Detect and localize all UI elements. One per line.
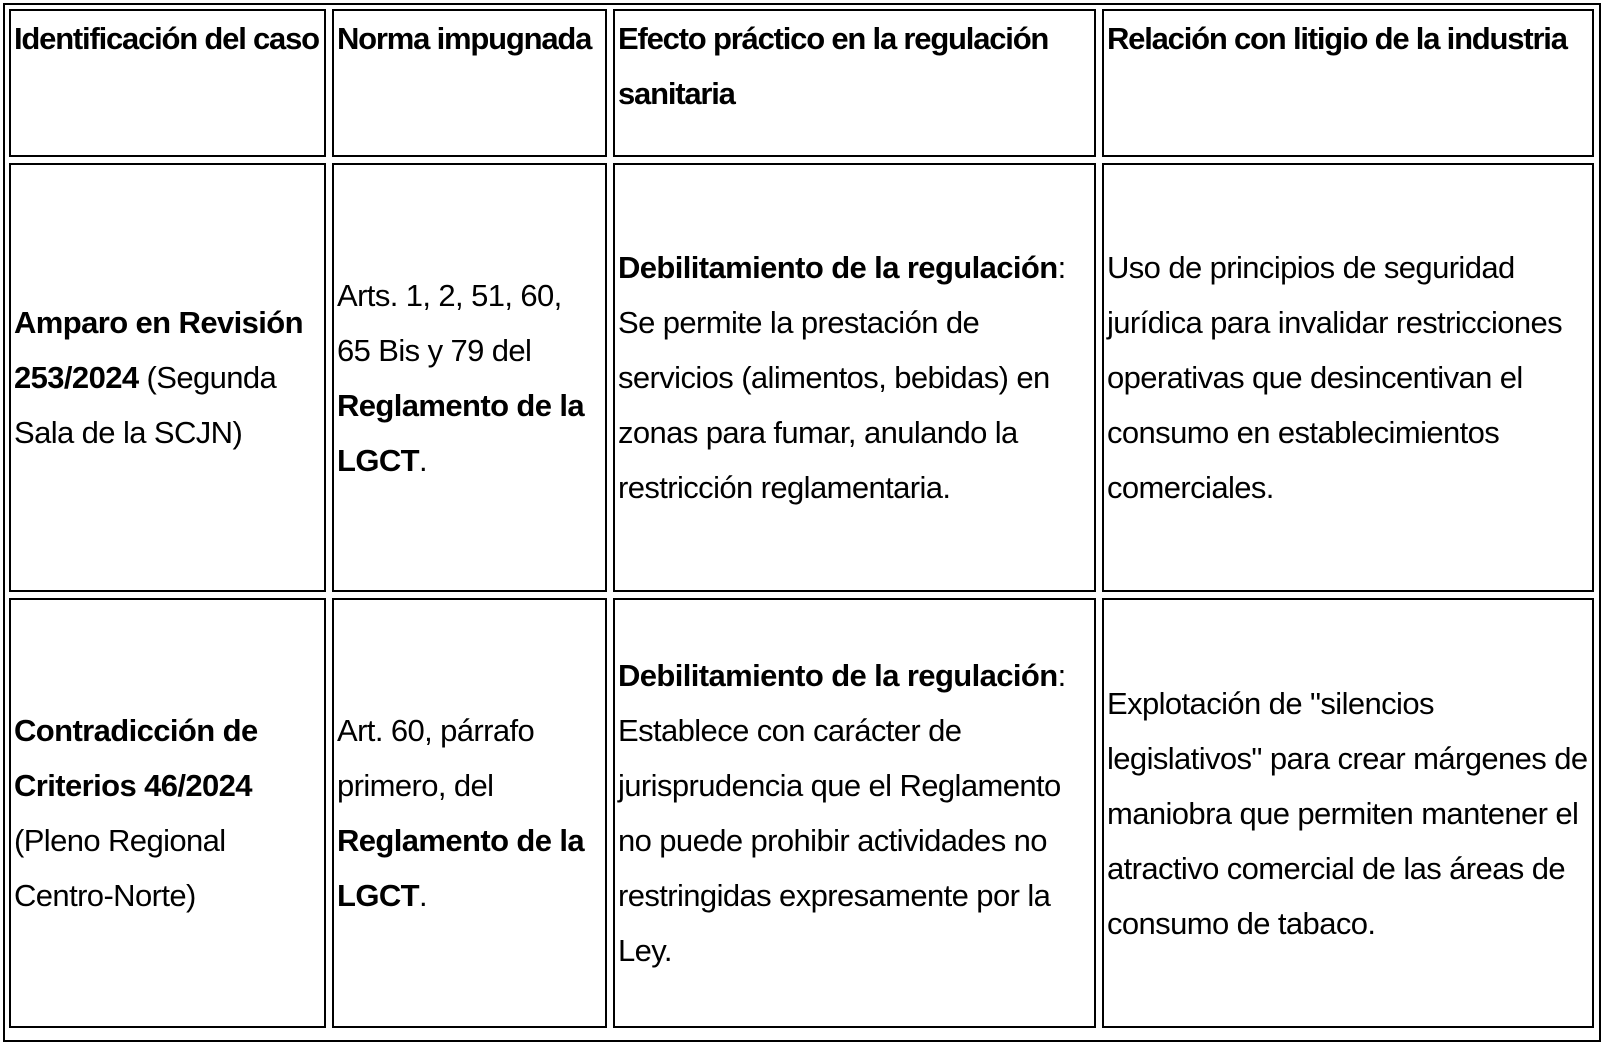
effect-label: Debilitamiento de la regulación: [618, 658, 1058, 693]
case-court: (Segunda Sala de la SCJN): [14, 360, 277, 450]
norm-prefix: Arts. 1, 2, 51, 60, 65 Bis y 79 del: [337, 277, 562, 368]
norm-regulation: Reglamento de la LGCT: [337, 387, 585, 478]
header-industry-litigation-relation: Relación con litigio de la industria: [1102, 9, 1594, 157]
case-title: Contradicción de Criterios 46/2024: [14, 713, 258, 803]
table-header-row: [9, 9, 1594, 157]
header-practical-effect: Efecto práctico en la regulación sanitaria: [613, 9, 1096, 157]
header-case-identification: Identificación del caso: [9, 9, 326, 157]
cell-challenged-norm: [332, 598, 607, 1028]
cell-case-identification: [9, 598, 326, 1028]
cell-industry-relation: Uso de principios de seguridad jurídica para invalidar restricciones operativas que desincentivan el consumo en establecimientos comerciales.: [1102, 163, 1594, 592]
norm-suffix: .: [418, 878, 427, 913]
cell-industry-relation: Explotación de "silencios legislativos" para crear márgenes de maniobra que permiten mantener el atractivo comercial de las áreas de consumo de tabaco.: [1102, 598, 1594, 1028]
cell-practical-effect: [613, 598, 1096, 1028]
effect-text: : Se permite la prestación de servicios (alimentos, bebidas) en zonas para fumar, anulando la restricción reglamentaria.: [618, 250, 1066, 505]
effect-text: : Establece con carácter de jurisprudencia que el Reglamento no puede prohibir actividades no restringidas expresamente por la Ley.: [618, 658, 1066, 968]
cell-challenged-norm: [332, 163, 607, 592]
norm-regulation: Reglamento de la LGCT: [337, 823, 585, 913]
norm-suffix: .: [418, 442, 427, 478]
effect-label: Debilitamiento de la regulación: [618, 250, 1058, 285]
header-challenged-norm: Norma impugnada: [332, 9, 607, 157]
table-row: [9, 598, 1594, 1028]
case-title: Amparo en Revisión 253/2024: [14, 305, 303, 395]
table-row: [9, 163, 1594, 592]
case-court: (Pleno Regional Centro-Norte): [14, 823, 226, 913]
norm-prefix: Art. 60, párrafo primero, del: [337, 713, 535, 803]
cell-case-identification: [9, 163, 326, 592]
litigation-table: [3, 3, 1600, 1034]
cell-practical-effect: [613, 163, 1096, 592]
